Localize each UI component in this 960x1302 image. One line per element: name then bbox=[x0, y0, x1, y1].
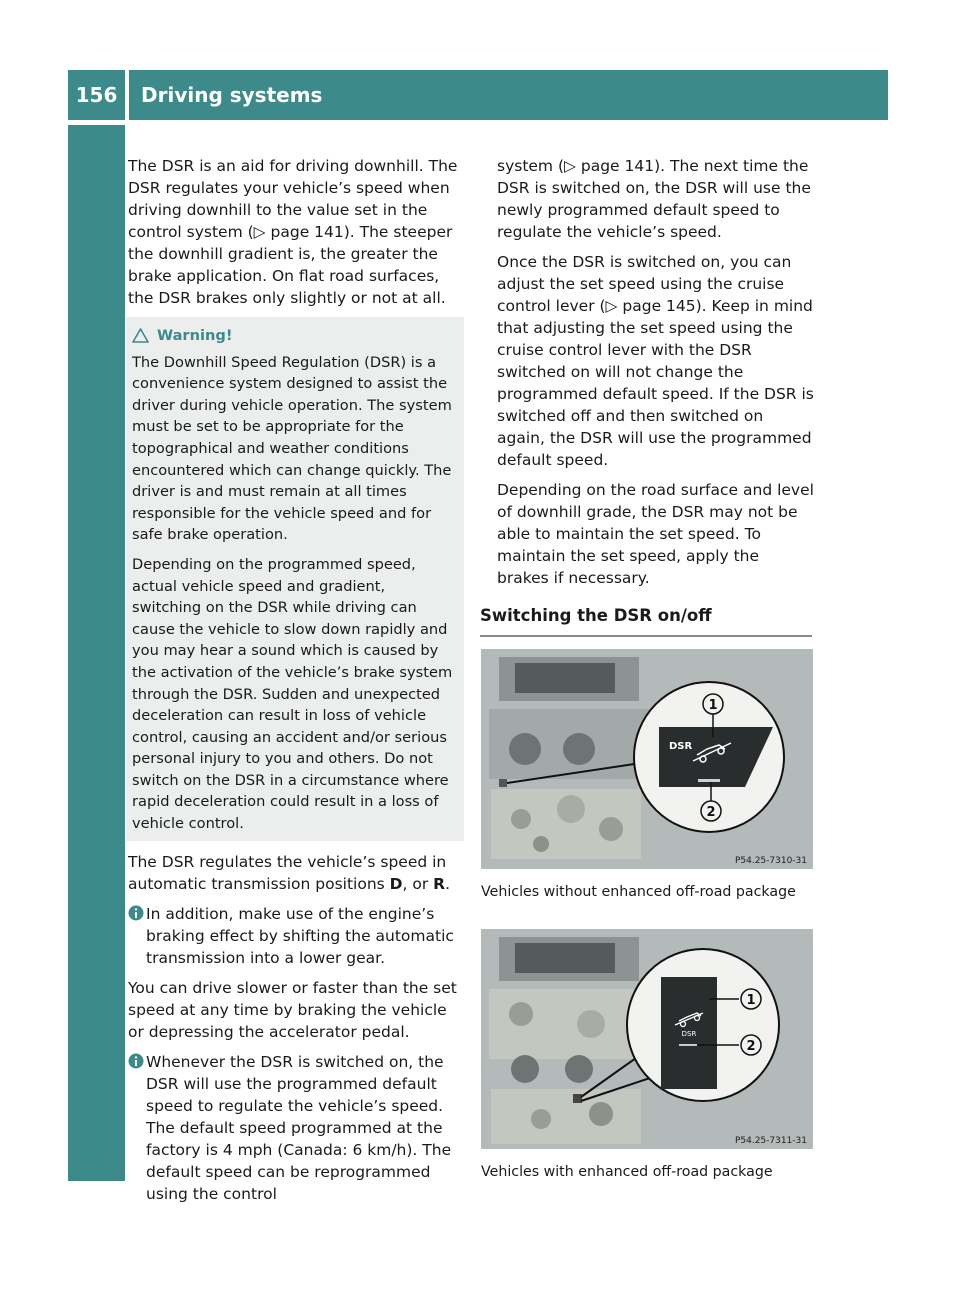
callout-1: 1 bbox=[708, 698, 718, 713]
intro-paragraph: The DSR is an aid for driving downhill. The DSR regulates your vehicle’s speed when driving downhill to the value set in the control system (▷ page 141). The steeper the downhill gradient is, the greater the brake application. On flat road surfaces, the DSR brakes only slightly or not at all. bbox=[128, 157, 458, 307]
gear-r: R bbox=[433, 874, 446, 893]
left-column bbox=[128, 155, 462, 1213]
callout-2: 2 bbox=[746, 1039, 756, 1054]
page-number: 156 bbox=[68, 70, 125, 120]
callout-1: 1 bbox=[746, 993, 756, 1008]
info-icon bbox=[128, 905, 146, 923]
transmission-paragraph: The DSR regulates the vehicle’s speed in automatic transmission positions D, or R. bbox=[128, 852, 451, 893]
gear-d: D bbox=[389, 874, 403, 893]
warning-header bbox=[132, 325, 456, 347]
info-icon bbox=[128, 1053, 146, 1071]
figure-1-code: P54.25-7310-31 bbox=[734, 856, 807, 866]
info-note-2 bbox=[128, 1051, 462, 1205]
figure-2-illustration bbox=[481, 929, 813, 1149]
warning-box bbox=[126, 317, 464, 841]
figure-1-illustration bbox=[481, 649, 813, 869]
warning-paragraph-1: The Downhill Speed Regulation (DSR) is a convenience system designed to assist the driver during vehicle operation. The system must be set to be appropriate for the topographical and weather conditions encountered which can change quickly. The driver is and must remain at all times responsible for the vehicle speed and for safe brake operation. bbox=[132, 353, 452, 544]
warning-title: Warning! bbox=[157, 327, 233, 344]
header-bar bbox=[129, 70, 888, 120]
figure-1-button-label: DSR bbox=[669, 741, 693, 752]
right-column bbox=[481, 155, 814, 1209]
figure-2-caption: Vehicles with enhanced off-road package bbox=[481, 1164, 773, 1180]
figure-dsr-offroad bbox=[481, 929, 813, 1149]
section-header-title: Driving systems bbox=[141, 83, 323, 107]
figure-1-caption: Vehicles without enhanced off-road package bbox=[481, 884, 796, 900]
surface-paragraph: Depending on the road surface and level of downhill grade, the DSR may not be able to maintain the set speed. To maintain the set speed, apply the brakes if necessary. bbox=[497, 481, 814, 587]
warning-triangle-icon bbox=[132, 328, 149, 343]
side-tab-label: Controls in detail bbox=[85, 515, 109, 710]
adjust-paragraph: Once the DSR is switched on, you can adjust the set speed using the cruise control lever (▷ page 145). Keep in mind that adjusting the set speed using the cruise control lever with the DSR switched on will not change the programmed default speed. If the DSR is switched off and then switched on again, the DSR will use the programmed default speed. bbox=[497, 253, 814, 469]
figure-dsr-standard bbox=[481, 649, 813, 869]
warning-paragraph-2: Depending on the programmed speed, actual vehicle speed and gradient, switching on the DSR while driving can cause the vehicle to slow down rapidly and you may hear a sound which is caused by the activation of the vehicle’s brake system through the DSR. Sudden and unexpected deceleration can result in loss of vehicle control, causing an accident and/or serious personal injury to you and others. Do not switch on the DSR in a circumstance where rapid deceleration could result in a loss of vehicle control. bbox=[132, 555, 453, 833]
drive-speed-paragraph: You can drive slower or faster than the set speed at any time by braking the vehicle or depressing the accelerator pedal. bbox=[128, 978, 457, 1041]
info-note-2-text: Whenever the DSR is switched on, the DSR will use the programmed default speed to regulate the vehicle’s speed. The default speed programmed at the factory is 4 mph (Canada: 6 km/h). The default speed can be reprogrammed using the control bbox=[146, 1052, 452, 1203]
section-title: Switching the DSR on/off bbox=[480, 605, 812, 637]
note-2-continuation: system (▷ page 141). The next time the DSR is switched on, the DSR will use the newly programmed default speed to regulate the vehicle’s speed. bbox=[497, 157, 811, 241]
figure-2-button-label: DSR bbox=[681, 1030, 697, 1038]
figure-2-code: P54.25-7311-31 bbox=[734, 1136, 807, 1146]
info-note-1 bbox=[128, 903, 462, 969]
callout-2: 2 bbox=[706, 805, 716, 820]
info-note-1-text: In addition, make use of the engine’s braking effect by shifting the automatic transmission into a lower gear. bbox=[146, 904, 454, 967]
